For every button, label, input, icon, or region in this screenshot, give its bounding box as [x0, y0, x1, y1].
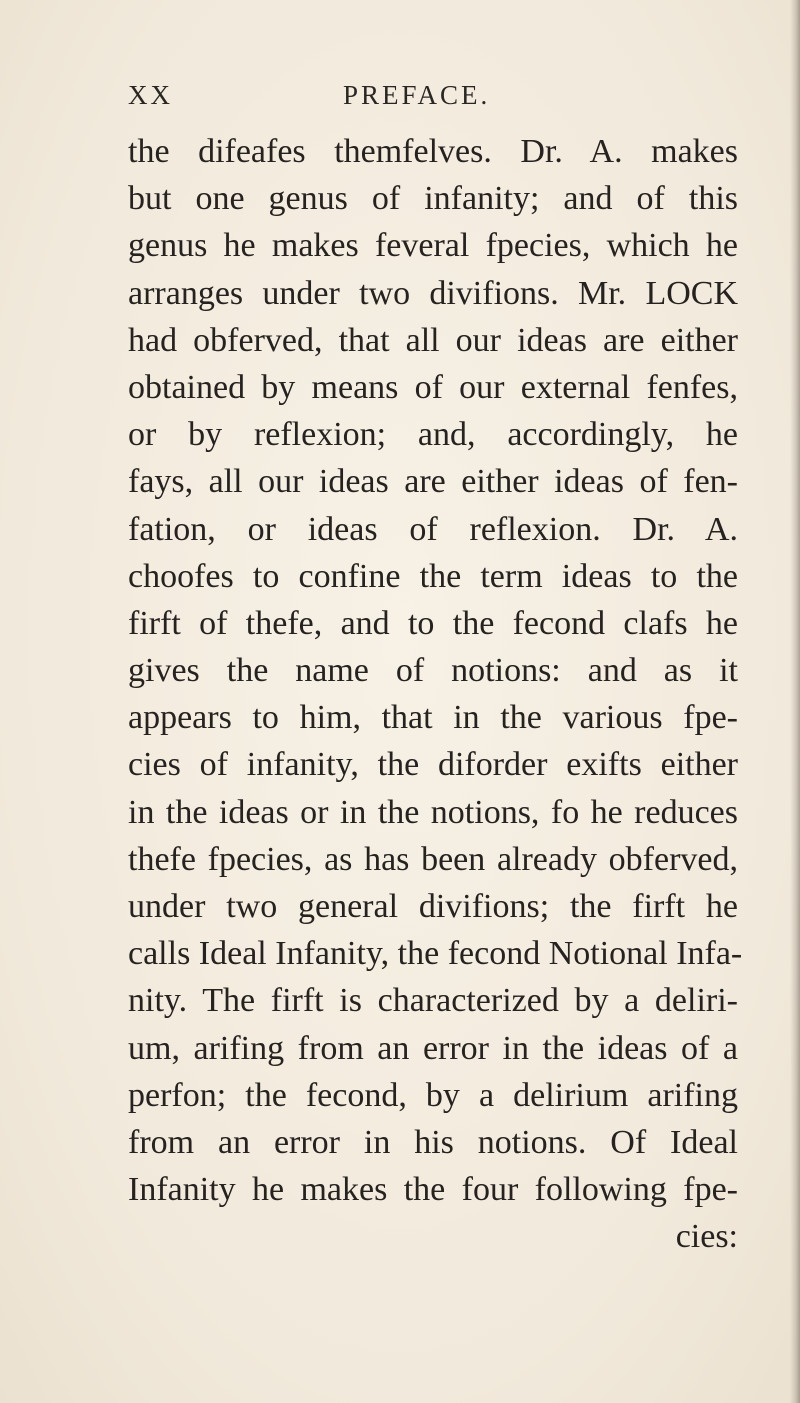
text-line: cies of infanity, the diforder exifts either	[128, 746, 738, 784]
text-line: in the ideas or in the notions, fo he reduces	[128, 793, 738, 831]
text-line: Infanity he makes the four following fpe-	[128, 1171, 738, 1209]
text-line: from an error in his notions. Of Ideal	[128, 1123, 738, 1161]
text-line: fation, or ideas of reflexion. Dr. A.	[128, 510, 738, 548]
text-line: obtained by means of our external fenfes,	[128, 368, 738, 406]
page-header	[128, 80, 688, 120]
text-line: fays, all our ideas are either ideas of fen-	[128, 463, 738, 501]
text-line: um, arifing from an error in the ideas of a	[128, 1029, 738, 1067]
text-line: genus he makes feveral fpecies, which he	[128, 227, 738, 265]
text-line: thefe fpecies, as has been already obferved,	[128, 840, 738, 878]
text-line: but one genus of infanity; and of this	[128, 180, 738, 218]
page-number: XX	[128, 80, 173, 110]
page-edge-shadow	[790, 0, 800, 1403]
text-line: calls Ideal Infanity, the fecond Notional Infa-	[128, 935, 743, 973]
text-line: firft of thefe, and to the fecond clafs he	[128, 604, 738, 642]
text-line: had obferved, that all our ideas are either	[128, 321, 738, 359]
text-line: or by reflexion; and, accordingly, he	[128, 416, 738, 454]
text-line: the difeafes themfelves. Dr. A. makes	[128, 133, 738, 170]
text-line: arranges under two divifions. Mr. LOCK	[128, 274, 738, 312]
text-line: choofes to confine the term ideas to the	[128, 557, 738, 595]
text-line: gives the name of notions: and as it	[128, 652, 738, 690]
text-line: nity. The firft is characterized by a deliri-	[128, 982, 738, 1020]
text-line: appears to him, that in the various fpe-	[128, 699, 738, 737]
body-text	[128, 128, 743, 1261]
text-line: perfon; the fecond, by a delirium arifing	[128, 1076, 738, 1114]
text-line: under two general divifions; the firft he	[128, 888, 738, 925]
text-line: cies:	[675, 1218, 738, 1256]
running-head: PREFACE.	[343, 80, 491, 110]
